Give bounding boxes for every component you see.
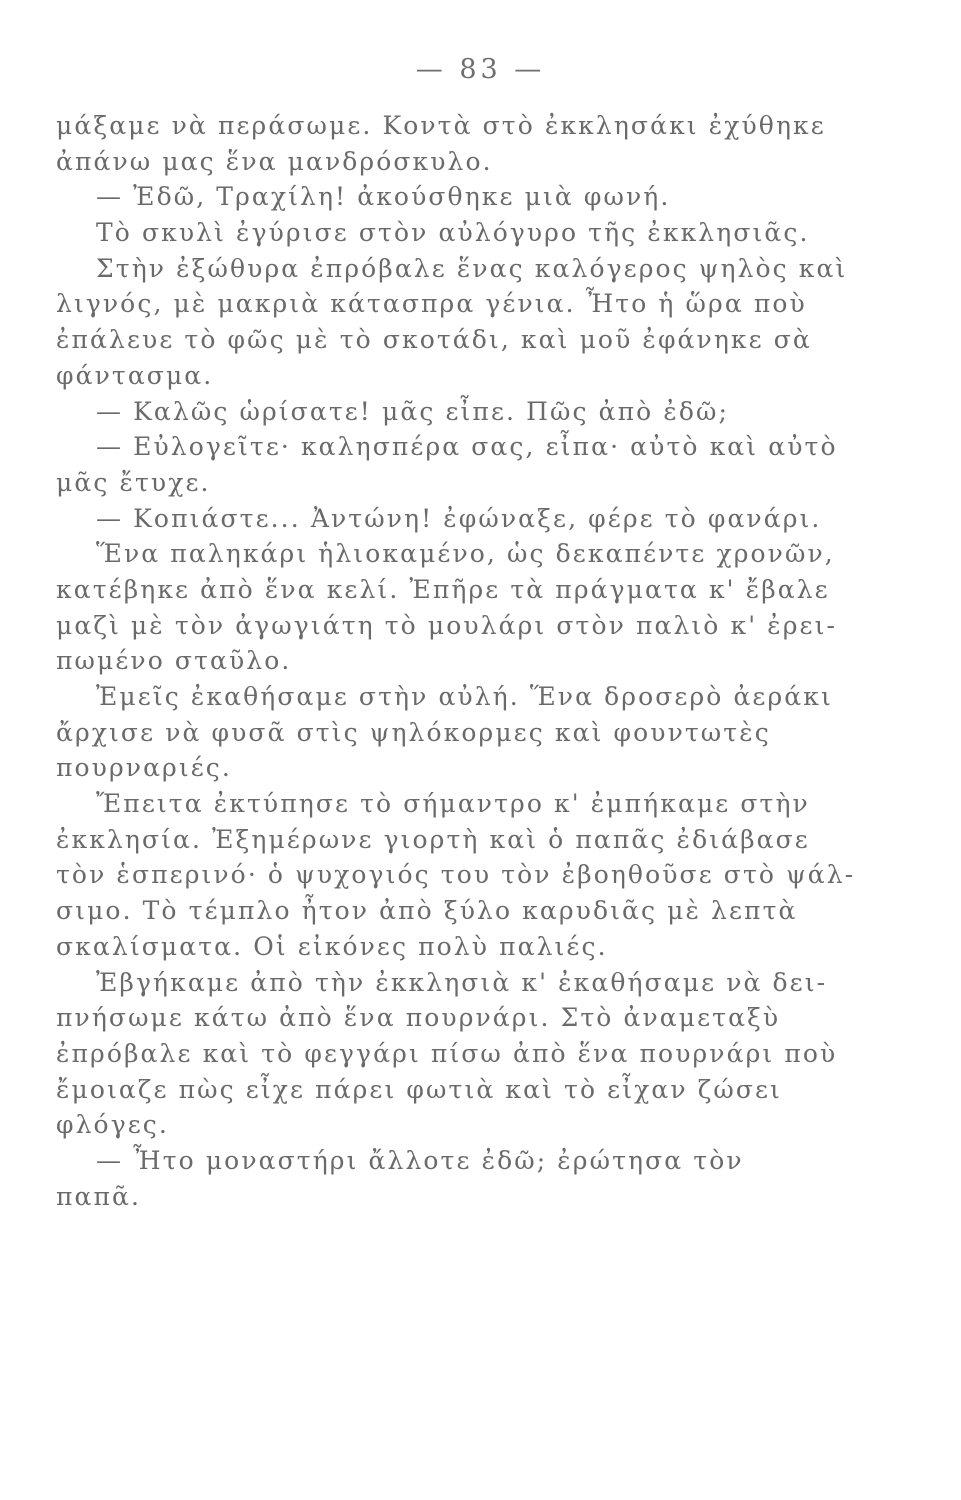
text-line: ἐπρόβαλε καὶ τὸ φεγγάρι πίσω ἀπὸ ἕνα πουρνάρι ποὺ — [56, 1038, 838, 1068]
text-line: λιγνός, μὲ μακριὰ κάτασπρα γένια. Ἦτο ἡ ὥρα ποὺ — [56, 289, 807, 319]
text-line: Ἐβγήκαμε ἀπὸ τὴν ἐκκλησιὰ κ' ἐκαθήσαμε νὰ δει- — [96, 967, 828, 997]
text-line: Τὸ σκυλὶ ἐγύρισε στὸν αὐλόγυρο τῆς ἐκκλησιᾶς. — [96, 218, 810, 248]
body-text — [56, 108, 856, 1214]
text-line: κατέβηκε ἀπὸ ἕνα κελί. Ἐπῆρε τὰ πράγματα κ' ἔβαλε — [56, 574, 830, 604]
text-line: — Καλῶς ὡρίσατε! μᾶς εἶπε. Πῶς ἀπὸ ἐδῶ; — [96, 396, 730, 426]
text-line: παπᾶ. — [56, 1181, 142, 1211]
text-line: — Εὐλογεῖτε· καλησπέρα σας, εἶπα· αὐτὸ καὶ αὐτὸ — [96, 432, 838, 462]
text-line: πνήσωμε κάτω ἀπὸ ἕνα πουρνάρι. Στὸ ἀναμεταξὺ — [56, 1003, 781, 1033]
text-line: ἔμοιαζε πὼς εἶχε πάρει φωτιὰ καὶ τὸ εἶχαν ζώσει — [56, 1074, 782, 1104]
text-line: ἐπάλευε τὸ φῶς μὲ τὸ σκοτάδι, καὶ μοῦ ἐφάνηκε σὰ — [56, 325, 812, 355]
text-line: μᾶς ἔτυχε. — [56, 467, 211, 497]
text-line: σιμο. Τὸ τέμπλο ἦτον ἀπὸ ξύλο καρυδιᾶς μὲ λεπτὰ — [56, 896, 798, 926]
text-line: τὸν ἑσπερινό· ὁ ψυχογιός του τὸν ἐβοηθοῦσε στὸ ψάλ- — [56, 860, 856, 890]
text-line: — Ἦτο μοναστήρι ἄλλοτε ἐδῶ; ἐρώτησα τὸν — [96, 1145, 744, 1175]
text-line: — Κοπιάστε... Ἀντώνη! ἐφώναξε, φέρε τὸ φανάρι. — [96, 503, 822, 533]
text-line: Ἐμεῖς ἐκαθήσαμε στὴν αὐλή. Ἕνα δροσερὸ ἀεράκι — [96, 682, 833, 711]
text-line: μαζὶ μὲ τὸν ἀγωγιάτη τὸ μουλάρι στὸν παλιὸ κ' ἐρει- — [56, 610, 838, 640]
text-line: Ἕνα παληκάρι ἡλιοκαμένο, ὡς δεκαπέντε χρονῶν, — [96, 539, 835, 569]
text-line: Ἔπειτα ἐκτύπησε τὸ σήμαντρο κ' ἐμπήκαμε στὴν — [96, 789, 810, 819]
text-line: μάξαμε νὰ περάσωμε. Κοντὰ στὸ ἐκκλησάκι ἐχύθηκε — [56, 111, 826, 140]
text-line: πωμένο σταῦλο. — [56, 646, 292, 676]
text-line: Στὴν ἐξώθυρα ἐπρόβαλε ἕνας καλόγερος ψηλὸς καὶ — [96, 253, 848, 283]
text-line: σκαλίσματα. Οἱ εἰκόνες πολὺ παλιές. — [56, 931, 608, 961]
text-line: — Ἐδῶ, Τραχίλη! ἀκούσθηκε μιὰ φωνή. — [96, 182, 671, 212]
text-line: πουρναριές. — [56, 753, 232, 783]
text-line: ἄρχισε νὰ φυσᾶ στὶς ψηλόκορμες καὶ φουντωτὲς — [56, 717, 771, 747]
text-line: ἀπάνω μας ἕνα μανδρόσκυλο. — [56, 146, 493, 176]
text-line: φάντασμα. — [56, 360, 214, 390]
text-line: ἐκκλησία. Ἐξημέρωνε γιορτὴ καὶ ὁ παπᾶς ἐδιάβασε — [56, 824, 810, 854]
page-number: — 83 — — [415, 54, 546, 85]
text-line: φλόγες. — [56, 1110, 169, 1140]
